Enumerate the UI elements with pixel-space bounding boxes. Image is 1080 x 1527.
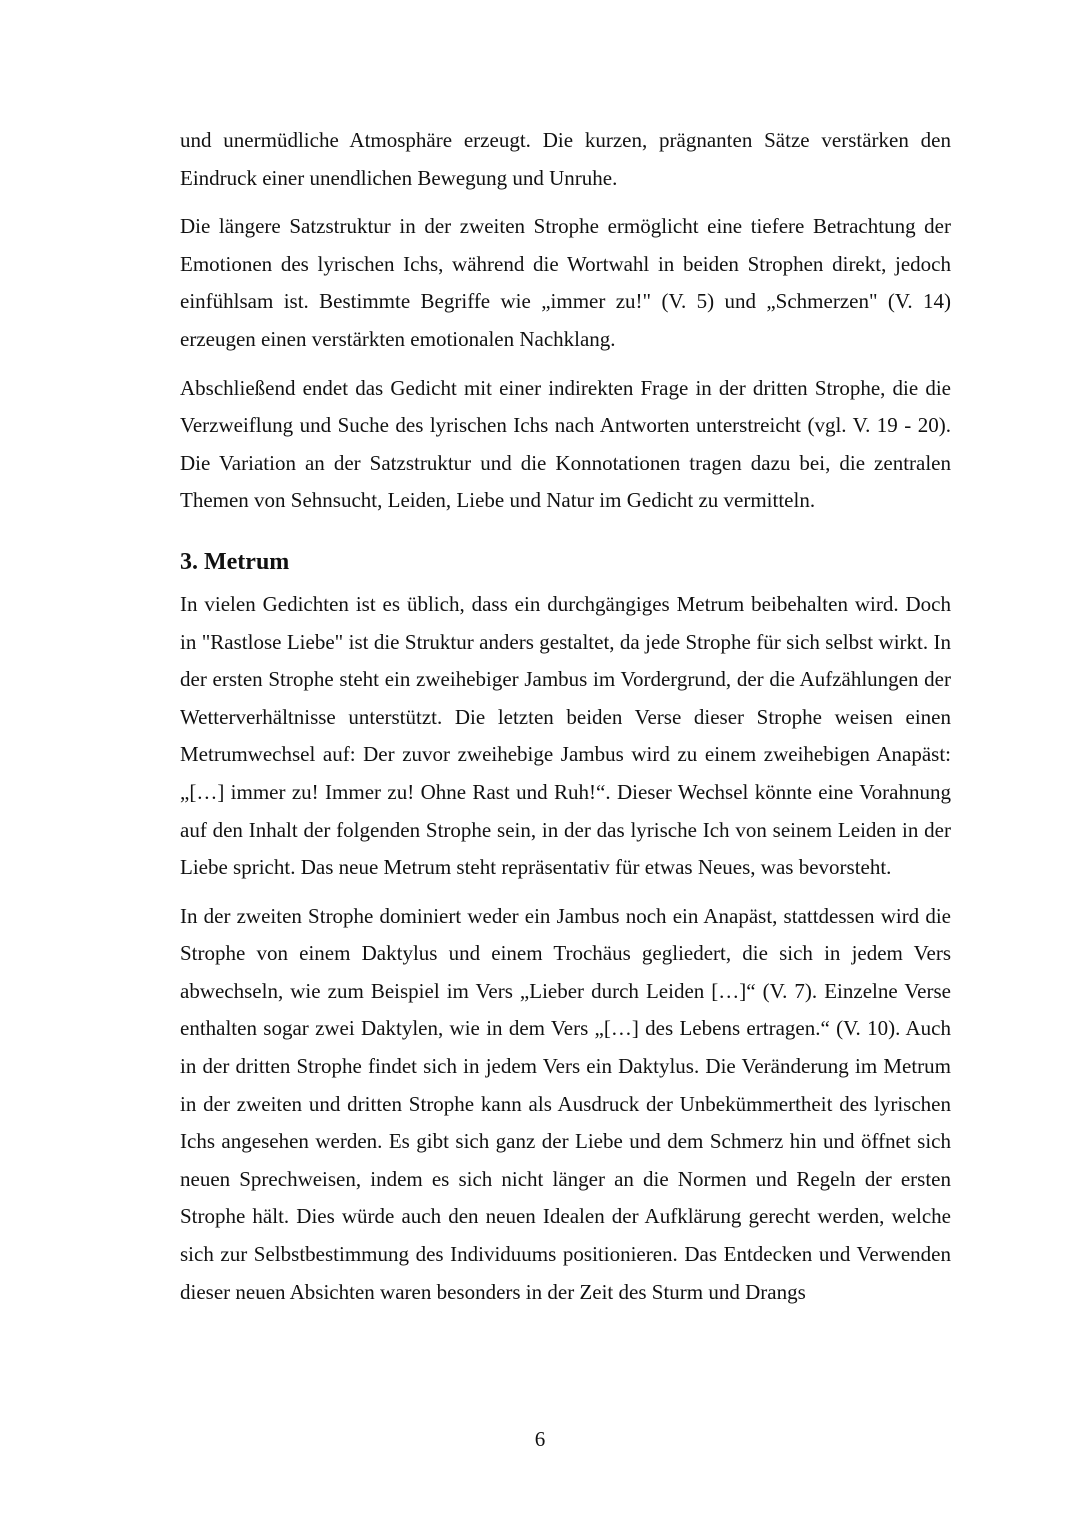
- section-heading-metrum: 3. Metrum: [180, 548, 290, 575]
- page-content: [180, 122, 951, 1322]
- paragraph-abschluss: Abschließend endet das Gedicht mit einer indirekten Frage in der dritten Strophe, die die Verzweiflung und Suche des lyrischen Ichs nach Antworten unterstreicht (vgl. V. 19 - 20). Die Variation an der Satzstruktur und die Konnotationen tragen dazu bei, die zentralen Themen von Sehnsucht, Leiden, Liebe und Natur im Gedicht zu vermitteln.: [180, 375, 951, 513]
- paragraph-metrum-zweite-strophe: In der zweiten Strophe dominiert weder ein Jambus noch ein Anapäst, stattdessen wird die Strophe von einem Daktylus und einem Trochäus gegliedert, die sich in jedem Vers abwechseln, wie zum Beispiel im Vers „Lieber durch Leiden […]“ (V. 7). Einzelne Verse enthalten sogar zwei Daktylen, wie in dem Vers „[…] des Lebens ertragen.“ (V. 10). Auch in der dritten Strophe findet sich in jedem Vers ein Daktylus. Die Veränderung im Metrum in der zweiten und dritten Strophe kann als Ausdruck der Unbekümmertheit des lyrischen Ichs angesehen werden. Es gibt sich ganz der Liebe und dem Schmerz hin und öffnet sich neuen Sprechweisen, indem es sich nicht länger an die Normen und Regeln der ersten Strophe hält. Dies würde auch den neuen Idealen der Aufklärung gerecht werden, welche sich zur Selbstbestimmung des Individuums positionieren. Das Entdecken und Verwenden dieser neuen Absichten waren besonders in der Zeit des Sturm und Drangs: [180, 903, 951, 1304]
- page-number: 6: [534, 1427, 546, 1451]
- paragraph-satzstruktur: Die längere Satzstruktur in der zweiten Strophe ermöglicht eine tiefere Betrachtung der Emotionen des lyrischen Ichs, während die Wortwahl in beiden Strophen direkt, jedoch einfühlsam ist. Bestimmte Begriffe wie „immer zu!" (V. 5) und „Schmerzen" (V. 14) erzeugen einen verstärkten emotionalen Nachklang.: [180, 214, 951, 351]
- paragraph-metrum-erste-strophe: In vielen Gedichten ist es üblich, dass ein durchgängiges Metrum beibehalten wird. Doch in "Rastlose Liebe" ist die Struktur anders gestaltet, da jede Strophe für sich selbst wirkt. In der ersten Strophe steht ein zweihebiger Jambus im Vordergrund, der die Aufzählungen der Wetterverhältnisse unterstützt. Die letzten beiden Verse dieser Strophe weisen einen Metrumwechsel auf: Der zuvor zweihebige Jambus wird zu einem zweihebigen Anapäst: „[…] immer zu! Immer zu! Ohne Rast und Ruh!“. Dieser Wechsel könnte eine Vorahnung auf den Inhalt der folgenden Strophe sein, in der das lyrische Ich von seinem Leiden in der Liebe spricht. Das neue Metrum steht repräsentativ für etwas Neues, was bevorsteht.: [180, 591, 951, 880]
- paragraph-continuation: und unermüdliche Atmosphäre erzeugt. Die kurzen, prägnanten Sätze verstärken den Eindruck einer unendlichen Bewegung und Unruhe.: [180, 128, 951, 190]
